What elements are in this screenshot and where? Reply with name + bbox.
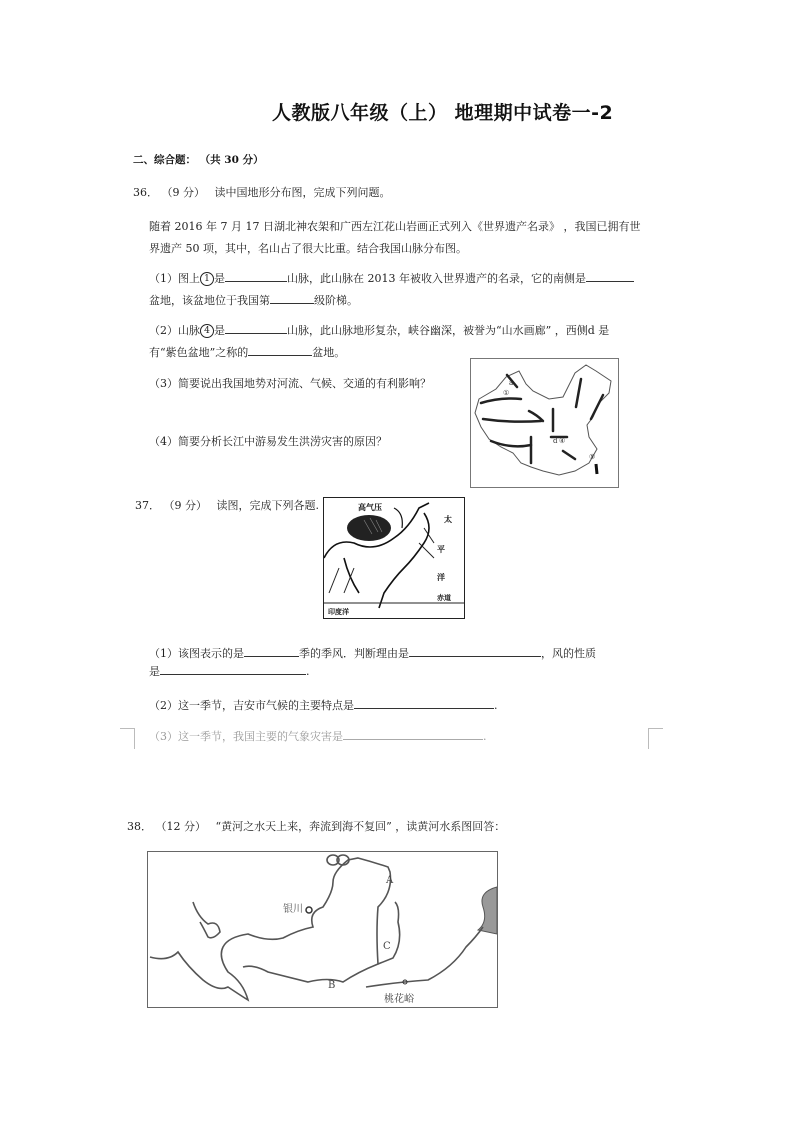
question-prompt: “黄河之水天上来，奔流到海不复回” ，读黄河水系图回答： — [215, 820, 506, 833]
question-37-header — [135, 497, 319, 513]
section-heading: 二、综合题： （共 30 分） — [133, 154, 264, 166]
q36-sub2-line2: 有“紫色盆地”之称的 盆地。 — [149, 346, 346, 359]
svg-text:B: B — [328, 980, 336, 991]
answer-blank[interactable] — [225, 270, 287, 282]
q36-intro-line2: 界遗产 50 项，其中，名山占了很大比重。结合我国山脉分布图。 — [149, 242, 467, 255]
answer-blank[interactable] — [409, 645, 541, 657]
page-corner-mark — [120, 728, 135, 749]
marker-4: 4 — [200, 324, 214, 338]
svg-text:洋: 洋 — [437, 572, 445, 582]
svg-text:印度洋: 印度洋 — [328, 607, 349, 616]
answer-blank[interactable] — [248, 344, 312, 356]
svg-text:高气压: 高气压 — [358, 502, 382, 512]
q37-sub3: （3）这一季节，我国主要的气象灾害是 . — [149, 730, 487, 743]
question-prompt: 读中国地形分布图，完成下列问题。 — [214, 186, 391, 199]
svg-text:A: A — [386, 875, 394, 886]
answer-blank[interactable] — [244, 645, 299, 657]
svg-text:银川: 银川 — [283, 904, 303, 915]
answer-blank[interactable] — [270, 292, 314, 304]
q36-sub4: （4）简要分析长江中游易发生洪涝灾害的原因？ — [149, 435, 387, 448]
page-corner-mark — [648, 728, 663, 749]
answer-blank[interactable] — [586, 270, 634, 282]
q36-intro-line1: 随着 2016 年 7 月 17 日湖北神农架和广西左江花山岩画正式列入《世界遗产名录》 ，我国已拥有世 — [149, 220, 641, 233]
china-mountain-map — [470, 358, 619, 488]
svg-text:④: ④ — [559, 437, 566, 445]
question-number: 38． — [127, 820, 152, 833]
question-number: 37． — [135, 499, 160, 512]
monsoon-map-icon — [324, 498, 464, 618]
yellow-river-map — [147, 851, 498, 1008]
question-score: （12 分） — [155, 820, 206, 833]
question-38-header — [127, 818, 505, 834]
svg-text:C: C — [383, 941, 391, 952]
q37-sub2: （2）这一季节，吉安市气候的主要特点是 . — [149, 699, 498, 712]
svg-text:太: 太 — [444, 514, 452, 524]
svg-text:d: d — [553, 437, 558, 445]
answer-blank[interactable] — [343, 728, 483, 740]
question-score: （9 分） — [163, 499, 207, 512]
question-prompt: 读图，完成下列各题. — [216, 499, 319, 512]
svg-text:赤道: 赤道 — [437, 593, 451, 602]
question-number: 36． — [133, 186, 158, 199]
svg-text:平: 平 — [437, 544, 445, 554]
q36-sub2-line1: （2）山脉 4 是 山脉，此山脉地形复杂，峡谷幽深，被誉为“山水画廊” ，西侧d 是 — [149, 324, 610, 337]
answer-blank[interactable] — [354, 697, 494, 709]
asia-monsoon-map — [323, 497, 465, 619]
china-outline-icon — [471, 359, 618, 487]
q36-sub1-line1: （1）图上 1 是 山脉，此山脉在 2013 年被收入世界遗产的名录，它的南侧是 — [149, 270, 634, 286]
q37-sub1-line1: （1）该图表示的是 季的季风．判断理由是 ，风的性质 — [149, 647, 596, 660]
svg-text:⑤: ⑤ — [589, 453, 596, 461]
q36-sub1-line2: 盆地，该盆地位于我国第 级阶梯。 — [149, 294, 358, 307]
question-score: （9 分） — [161, 186, 205, 199]
svg-text:桃花峪: 桃花峪 — [384, 994, 414, 1005]
yellow-river-icon — [148, 852, 497, 1007]
document-title: 人教版八年级（上） 地理期中试卷一-2 — [272, 102, 614, 124]
q37-sub1-line2: 是 . — [149, 665, 310, 678]
svg-text:①: ① — [503, 389, 510, 397]
answer-blank[interactable] — [225, 322, 287, 334]
q36-sub3: （3）简要说出我国地势对河流、气候、交通的有利影响？ — [149, 377, 431, 390]
marker-1: 1 — [200, 272, 214, 286]
answer-blank[interactable] — [160, 663, 306, 675]
question-36-header — [133, 184, 391, 200]
svg-text:a: a — [509, 379, 514, 387]
